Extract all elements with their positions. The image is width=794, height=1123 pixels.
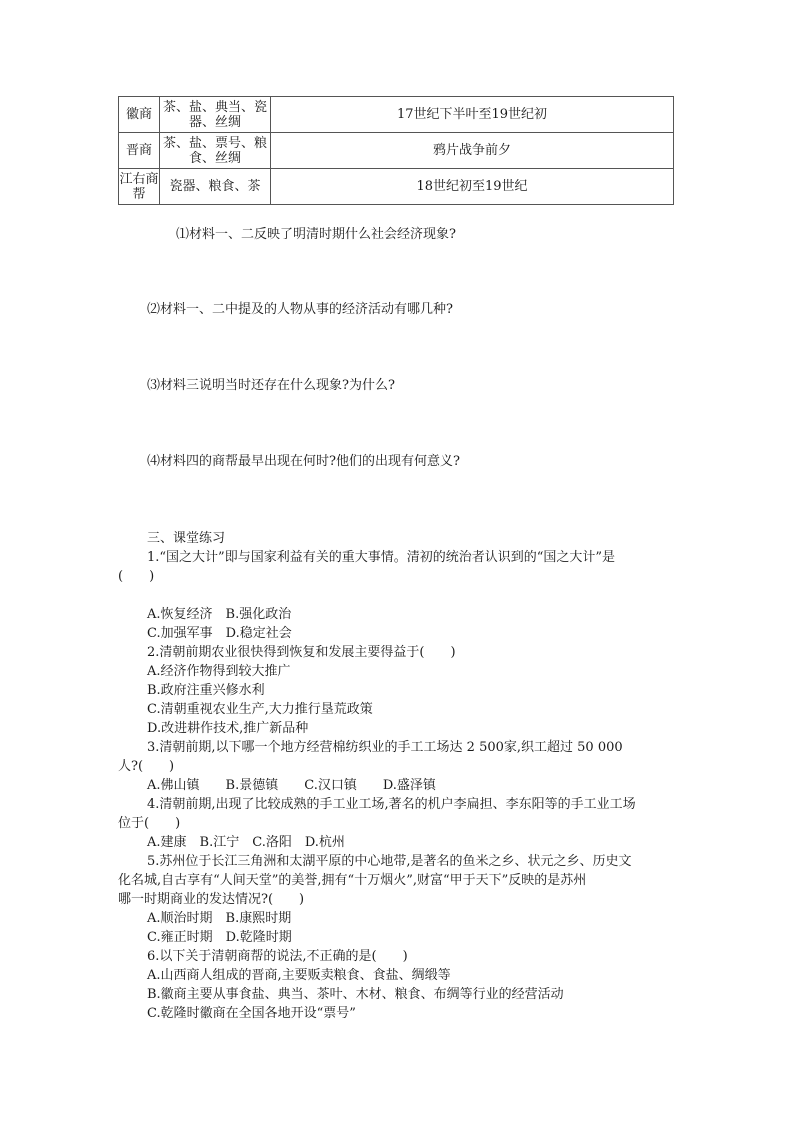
exercise-6-text: 6.以下关于清朝商帮的说法,不正确的是( ) xyxy=(147,949,408,964)
exercise-4-text-cont: 位于( ) xyxy=(118,816,181,831)
section-heading: 三、课堂练习 xyxy=(147,531,226,546)
merchant-goods-cell: 茶、盐、典当、瓷器、丝绸 xyxy=(160,97,271,133)
merchant-name-cell: 徽商 xyxy=(119,97,160,133)
table-row xyxy=(119,169,674,205)
question-1: ⑴材料一、二反映了明清时期什么社会经济现象? xyxy=(176,227,456,242)
merchant-period-cell: 17世纪下半叶至19世纪初 xyxy=(271,97,674,133)
exercise-5-text: 5.苏州位于长江三角洲和太湖平原的中心地带,是著名的鱼米之乡、状元之乡、历史文 xyxy=(147,854,632,869)
exercise-5-options: A.顺治时期 B.康熙时期 xyxy=(147,911,292,926)
question-2: ⑵材料一、二中提及的人物从事的经济活动有哪几种? xyxy=(147,302,453,317)
exercise-6-option-a: A.山西商人组成的晋商,主要贩卖粮食、食盐、绸缎等 xyxy=(147,968,451,983)
merchant-goods-cell: 瓷器、粮食、茶 xyxy=(160,169,271,205)
merchant-period-cell: 鸦片战争前夕 xyxy=(271,133,674,169)
exercise-2-option-d: D.改进耕作技术,推广新品种 xyxy=(147,721,309,736)
exercise-2-option-c: C.清朝重视农业生产,大力推行垦荒政策 xyxy=(147,702,373,717)
exercise-6-option-b: B.徽商主要从事食盐、典当、茶叶、木材、粮食、布绸等行业的经营活动 xyxy=(147,987,564,1002)
exercise-2-option-a: A.经济作物得到较大推广 xyxy=(147,664,291,679)
exercise-2-text: 2.清朝前期农业很快得到恢复和发展主要得益于( ) xyxy=(147,645,456,660)
exercise-5-text-cont: 化名城,自古享有“人间天堂”的美誉,拥有“十万烟火”,财富“甲于天下”反映的是苏州 xyxy=(118,873,587,888)
exercise-6-option-c: C.乾隆时徽商在全国各地开设“票号” xyxy=(147,1006,356,1021)
merchant-name-cell: 晋商 xyxy=(119,133,160,169)
exercise-2-option-b: B.政府注重兴修水利 xyxy=(147,683,265,698)
table-row xyxy=(119,133,674,169)
exercise-5-options: C.雍正时期 D.乾隆时期 xyxy=(147,930,292,945)
exercise-5-text-cont: 哪一时期商业的发达情况?( ) xyxy=(118,892,305,907)
question-3: ⑶材料三说明当时还存在什么现象?为什么? xyxy=(147,378,395,393)
exercise-1-blank: ( ) xyxy=(118,569,155,584)
merchant-goods-cell: 茶、盐、票号、粮食、丝绸 xyxy=(160,133,271,169)
exercise-4-text: 4.清朝前期,出现了比较成熟的手工业工场,著名的机户李扁担、李东阳等的手工业工场 xyxy=(147,797,636,812)
exercise-4-options: A.建康 B.江宁 C.洛阳 D.杭州 xyxy=(147,835,345,850)
merchant-period-cell: 18世纪初至19世纪 xyxy=(271,169,674,205)
exercise-3-options: A.佛山镇 B.景德镇 C.汉口镇 D.盛泽镇 xyxy=(147,778,436,793)
exercise-3-text-cont: 人?( ) xyxy=(118,759,175,774)
exercise-1-options: A.恢复经济 B.强化政治 xyxy=(147,607,292,622)
exercise-3-text: 3.清朝前期,以下哪一个地方经营棉纺织业的手工工场达 2 500家,织工超过 50 000 xyxy=(147,740,623,755)
merchant-name-cell: 江右商帮 xyxy=(119,169,160,205)
exercise-1-text: 1.“国之大计”即与国家利益有关的重大事情。清初的统治者认识到的“国之大计”是 xyxy=(147,550,615,565)
question-4: ⑷材料四的商帮最早出现在何时?他们的出现有何意义? xyxy=(147,454,460,469)
table-row xyxy=(119,97,674,133)
exercise-1-options: C.加强军事 D.稳定社会 xyxy=(147,626,292,641)
merchant-groups-table xyxy=(118,96,674,205)
